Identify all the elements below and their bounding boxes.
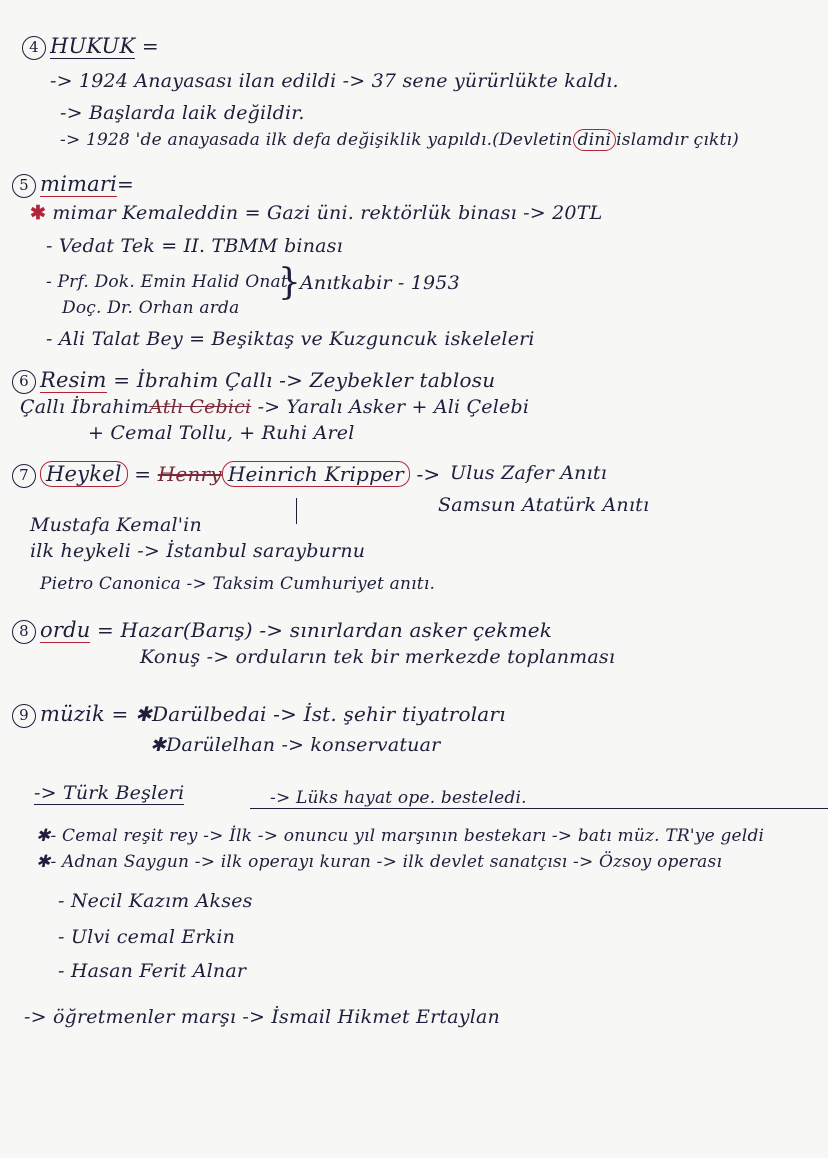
section-9-heading — [12, 702, 506, 728]
strikethrough-text: Atlı Cebici — [149, 396, 252, 418]
strikethrough-text: Henry — [157, 462, 222, 486]
section-7-heading — [12, 462, 440, 488]
section-number: 5 — [12, 174, 36, 198]
section-number: 9 — [12, 704, 36, 728]
section-8-heading — [12, 618, 552, 644]
note-line — [60, 130, 739, 150]
note-text: ✱Darülbedai -> İst. şehir tiyatroları — [135, 702, 506, 726]
note-line: -> 1924 Anayasası ilan edildi -> 37 sene yürürlükte kaldı. — [50, 70, 619, 92]
equals-sign: = — [97, 618, 114, 642]
section-5-heading — [12, 172, 134, 198]
composer-line: - Hasan Ferit Alnar — [58, 960, 247, 982]
section-number: 7 — [12, 464, 36, 488]
section-6-heading — [12, 368, 495, 394]
note-line: Anıtkabir - 1953 — [300, 272, 460, 294]
arrow-icon: -> — [416, 462, 441, 486]
note-text: İbrahim Çallı -> Zeybekler tablosu — [136, 368, 496, 392]
brace: } — [278, 262, 301, 303]
note-text: -> 1928 'de anayasada ilk defa değişiklik yapıldı.(Devletin — [60, 130, 573, 150]
highlighted-word: dini — [573, 129, 617, 151]
note-line: Pietro Canonica -> Taksim Cumhuriyet anıtı. — [40, 574, 436, 594]
equals-sign: = — [141, 34, 159, 58]
composer-line: - Ulvi cemal Erkin — [58, 926, 236, 948]
note-line: - Prf. Dok. Emin Halid Onat — [46, 272, 288, 292]
section-title: müzik — [40, 702, 105, 726]
note-line — [20, 396, 529, 418]
equals-sign: = — [134, 462, 152, 486]
note-line: + Cemal Tollu, + Ruhi Arel — [88, 422, 355, 444]
composer-line — [36, 826, 764, 846]
section-number: 8 — [12, 620, 36, 644]
note-line: Ulus Zafer Anıtı — [450, 462, 607, 484]
equals-sign: = — [113, 368, 131, 392]
note-text: mimar Kemaleddin = Gazi üni. rektörlük binası -> 20TL — [52, 202, 603, 224]
note-line: Konuş -> orduların tek bir merkezde toplanması — [140, 646, 616, 668]
note-line: -> Lüks hayat ope. besteledi. — [270, 788, 527, 808]
note-line: - Vedat Tek = II. TBMM binası — [46, 235, 343, 257]
note-line — [34, 782, 184, 804]
note-line: ilk heykeli -> İstanbul sarayburnu — [30, 540, 366, 562]
section-title: Heykel — [40, 461, 128, 487]
note-line: -> Başlarda laik değildir. — [60, 102, 305, 124]
highlighted-name: Heinrich Kripper — [222, 461, 410, 487]
note-text: -> Türk Beşleri — [34, 782, 185, 804]
section-number: 4 — [22, 36, 46, 60]
note-text: Hazar(Barış) -> sınırlardan asker çekmek — [120, 618, 553, 642]
section-title: Resim — [40, 368, 107, 392]
note-line: Doç. Dr. Orhan arda — [62, 298, 240, 318]
note-text: Çallı İbrahim — [20, 396, 150, 418]
section-number: 6 — [12, 370, 36, 394]
section-4-heading — [22, 34, 159, 60]
composer-line: ✱- Adnan Saygun -> ilk operayı kuran -> ilk devlet sanatçısı -> Özsoy operası — [36, 852, 723, 872]
section-title: mimari — [40, 172, 118, 196]
section-title: ordu — [40, 618, 91, 642]
bracket-line — [250, 808, 828, 809]
note-text: -> Yaralı Asker + Ali Çelebi — [257, 396, 530, 418]
note-text: -> İlk -> onuncu yıl marşının bestekarı -> batı müz. TR'ye geldi — [203, 826, 765, 846]
note-line: ✱Darülelhan -> konservatuar — [150, 734, 441, 756]
section-title: HUKUK — [50, 34, 136, 58]
equals-sign: = — [111, 702, 129, 726]
note-text: islamdır çıktı) — [616, 130, 740, 150]
star-icon: ✱ — [30, 202, 47, 224]
down-arrow-icon — [296, 498, 297, 524]
note-text: ✱- Cemal reşit rey — [36, 826, 198, 846]
composer-line: - Necil Kazım Akses — [58, 890, 253, 912]
equals-sign: = — [117, 172, 134, 196]
note-line: - Ali Talat Bey = Beşiktaş ve Kuzguncuk iskeleleri — [46, 328, 535, 350]
note-line: Samsun Atatürk Anıtı — [438, 494, 650, 516]
note-line: -> öğretmenler marşı -> İsmail Hikmet Ertaylan — [24, 1006, 500, 1028]
note-line: Mustafa Kemal'in — [30, 514, 202, 536]
note-line — [30, 202, 602, 224]
